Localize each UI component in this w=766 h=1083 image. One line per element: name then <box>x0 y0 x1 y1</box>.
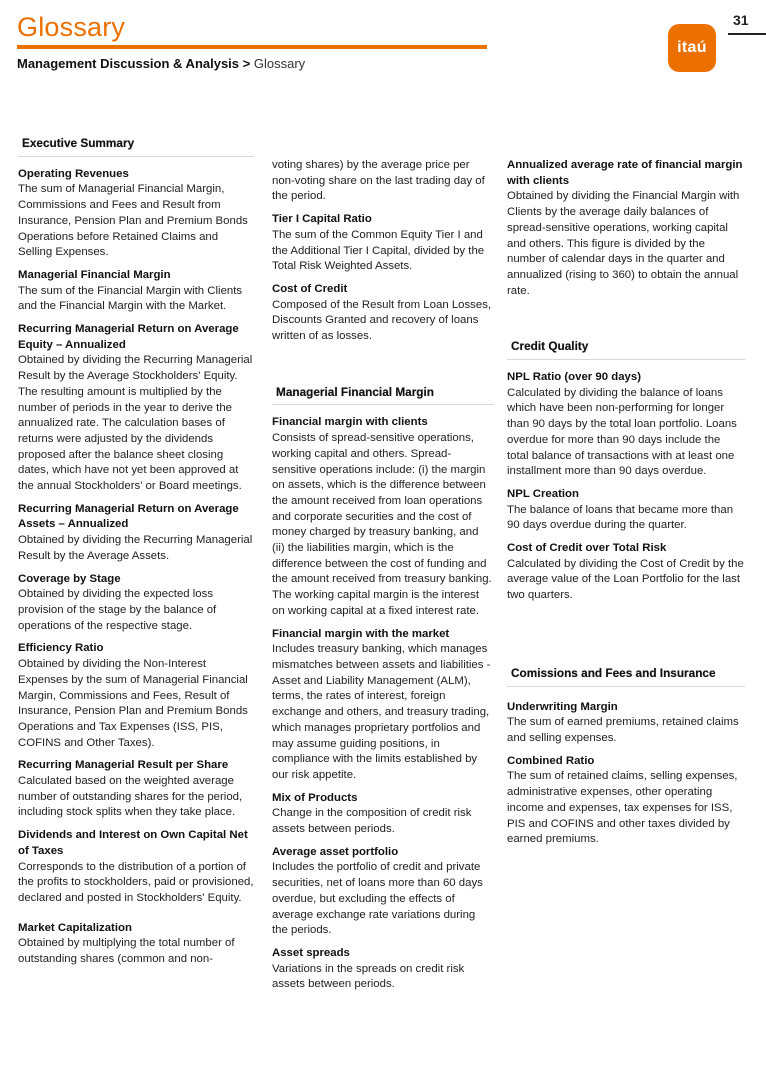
term-managerial-financial-margin: Managerial Financial Margin <box>18 268 171 281</box>
section-heading-managerial-financial-margin: Managerial Financial Margin <box>272 385 494 406</box>
definition-npl-creation: The balance of loans that became more than 90 days overdue during the quarter. <box>507 503 734 532</box>
term-recurring-return-assets: Recurring Managerial Return on Average Assets – Annualized <box>18 502 239 531</box>
term-underwriting-margin: Underwriting Margin <box>507 700 618 713</box>
definition-cost-of-credit-total-risk: Calculated by dividing the Cost of Credit by the average value of the Loan Portfolio for the last two quarters. <box>507 557 744 602</box>
definition-recurring-return-assets: Obtained by dividing the Recurring Managerial Result by the Average Assets. <box>18 534 253 562</box>
definition-market-capitalization-continued: voting shares) by the average price per non-voting share on the last trading day of the period. <box>272 159 485 203</box>
term-tier-1-capital-ratio: Tier I Capital Ratio <box>272 213 372 226</box>
term-npl-creation: NPL Creation <box>507 487 579 500</box>
term-asset-spreads: Asset spreads <box>272 946 350 959</box>
definition-recurring-return-equity: Obtained by dividing the Recurring Managerial Result by the Average Stockholders' Equity. The resulting amount is multiplied by the number of periods in the year to derive the annualized rate. The calculation bases of returns were adjusted by the dividends proposed after the balance sheet closing dates, which have not yet been approved at the annual Stockholders' or Board meetings. <box>18 354 253 493</box>
term-efficiency-ratio: Efficiency Ratio <box>18 642 104 655</box>
breadcrumb <box>17 56 305 71</box>
section-heading-executive-summary: Executive Summary <box>18 136 254 157</box>
definition-result-per-share: Calculated based on the weighted average number of outstanding shares for the period, including stock splits when they take place. <box>18 775 243 819</box>
term-operating-revenues: Operating Revenues <box>18 167 129 180</box>
definition-market-capitalization: Obtained by multiplying the total number of outstanding shares (common and non- <box>18 937 235 966</box>
definition-annualized-average-rate: Obtained by dividing the Financial Margin with Clients by the average daily balances of spread-sensitive operations, working capital and others. This figure is divided by the number of calendar days in the quarter and annualized (rising to 360) to obtain the annual rate. <box>507 190 740 297</box>
definition-asset-spreads: Variations in the spreads on credit risk assets between periods. <box>272 962 465 991</box>
definition-coverage-by-stage: Obtained by dividing the expected loss provision of the stage by the balance of operations of the respective stage. <box>18 588 217 632</box>
definition-margin-with-clients: Consists of spread-sensitive operations, working capital and others. Spread-sensitive operations include: (i) the margin on assets, which is the difference between the amount received from loan operations and corporate securities and the cost of money charged by treasury banking, and (ii) the liabilities margin, which is the difference between the cost of funding and the amount received from treasury banking. The working capital margin is the interest on working capital at a fixed interest rate. <box>272 432 492 617</box>
term-recurring-return-equity: Recurring Managerial Return on Average Equity – Annualized <box>18 323 239 351</box>
definition-combined-ratio: The sum of retained claims, selling expenses, administrative expenses, other operating income and expenses, tax expenses for ISS, PIS and COFINS and other taxes divided by earned premiums. <box>507 770 738 846</box>
breadcrumb-separator: > <box>242 56 251 71</box>
definition-operating-revenues: The sum of Managerial Financial Margin, Commissions and Fees and Result from Insurance, Pension Plan and Premium Bonds Operations before Retained Claims and Selling Expenses. <box>18 183 248 259</box>
page-number-rule <box>728 33 766 35</box>
term-result-per-share: Recurring Managerial Result per Share <box>18 759 229 772</box>
section-heading-credit-quality: Credit Quality <box>507 339 745 360</box>
section-heading-commissions-fees-insurance: Comissions and Fees and Insurance <box>507 666 745 687</box>
term-coverage-by-stage: Coverage by Stage <box>18 572 121 585</box>
page-number: 31 <box>733 12 749 28</box>
definition-underwriting-margin: The sum of earned premiums, retained claims and selling expenses. <box>507 716 739 744</box>
definition-margin-with-market: Includes treasury banking, which manages mismatches between assets and liabilities - Asset and Liability Management (ALM), terms, the rates of interest, foreign exchange and others, and treasury trading, which manages proprietary portfolios and may assume guiding positions, in compliance with the limits established by our risk appetite. <box>272 643 491 781</box>
column-2 <box>272 158 494 993</box>
logo-text: itaú <box>677 39 707 56</box>
term-cost-of-credit: Cost of Credit <box>272 282 348 295</box>
term-margin-with-market: Financial margin with the market <box>272 627 450 640</box>
definition-mix-of-products: Change in the composition of credit risk assets between periods. <box>272 807 472 836</box>
definition-npl-ratio: Calculated by dividing the balance of loans which have been non-performing for longer than 90 days by the total loan portfolio. Loans overdue for more than 90 days include the total balance of transactions with at least one installment more than 90 days overdue. <box>507 386 737 478</box>
term-combined-ratio: Combined Ratio <box>507 754 595 767</box>
column-1 <box>18 136 254 968</box>
breadcrumb-section: Management Discussion & Analysis <box>17 56 240 71</box>
term-dividends-interest: Dividends and Interest on Own Capital Net of Taxes <box>18 829 248 857</box>
definition-efficiency-ratio: Obtained by dividing the Non-Interest Expenses by the sum of Managerial Financial Margin, Commissions and Fees, Result of Insurance, Pension Plan and Premium Bonds Operations and Tax Expenses (ISS, PIS, COFINS and Other Taxes). <box>18 658 248 749</box>
definition-average-asset-portfolio: Includes the portfolio of credit and private securities, net of loans more than 60 days overdue, but excluding the effects of average exchange rate variations during the periods. <box>272 861 483 937</box>
term-market-capitalization: Market Capitalization <box>18 921 132 934</box>
breadcrumb-current: Glossary <box>253 56 306 71</box>
term-mix-of-products: Mix of Products <box>272 791 358 804</box>
definition-cost-of-credit: Composed of the Result from Loan Losses, Discounts Granted and recovery of loans written of as losses. <box>272 298 492 343</box>
term-npl-ratio: NPL Ratio (over 90 days) <box>507 371 641 384</box>
page-title: Glossary <box>17 12 126 42</box>
title-underline <box>17 45 487 49</box>
term-annualized-average-rate: Annualized average rate of financial margin with clients <box>507 159 743 187</box>
term-cost-of-credit-total-risk: Cost of Credit over Total Risk <box>507 542 667 555</box>
definition-managerial-financial-margin: The sum of the Financial Margin with Clients and the Financial Margin with the Market. <box>18 284 243 313</box>
term-average-asset-portfolio: Average asset portfolio <box>272 845 399 858</box>
definition-dividends-interest: Corresponds to the distribution of a portion of the profits to stockholders, paid or provisioned, declared and posted in Stockholders' Equity. <box>18 860 254 904</box>
itau-logo <box>668 24 716 72</box>
column-3 <box>507 158 745 848</box>
definition-tier-1-capital-ratio: The sum of the Common Equity Tier I and the Additional Tier I Capital, divided by the Total Risk Weighted Assets. <box>272 228 485 273</box>
term-margin-with-clients: Financial margin with clients <box>272 416 428 429</box>
